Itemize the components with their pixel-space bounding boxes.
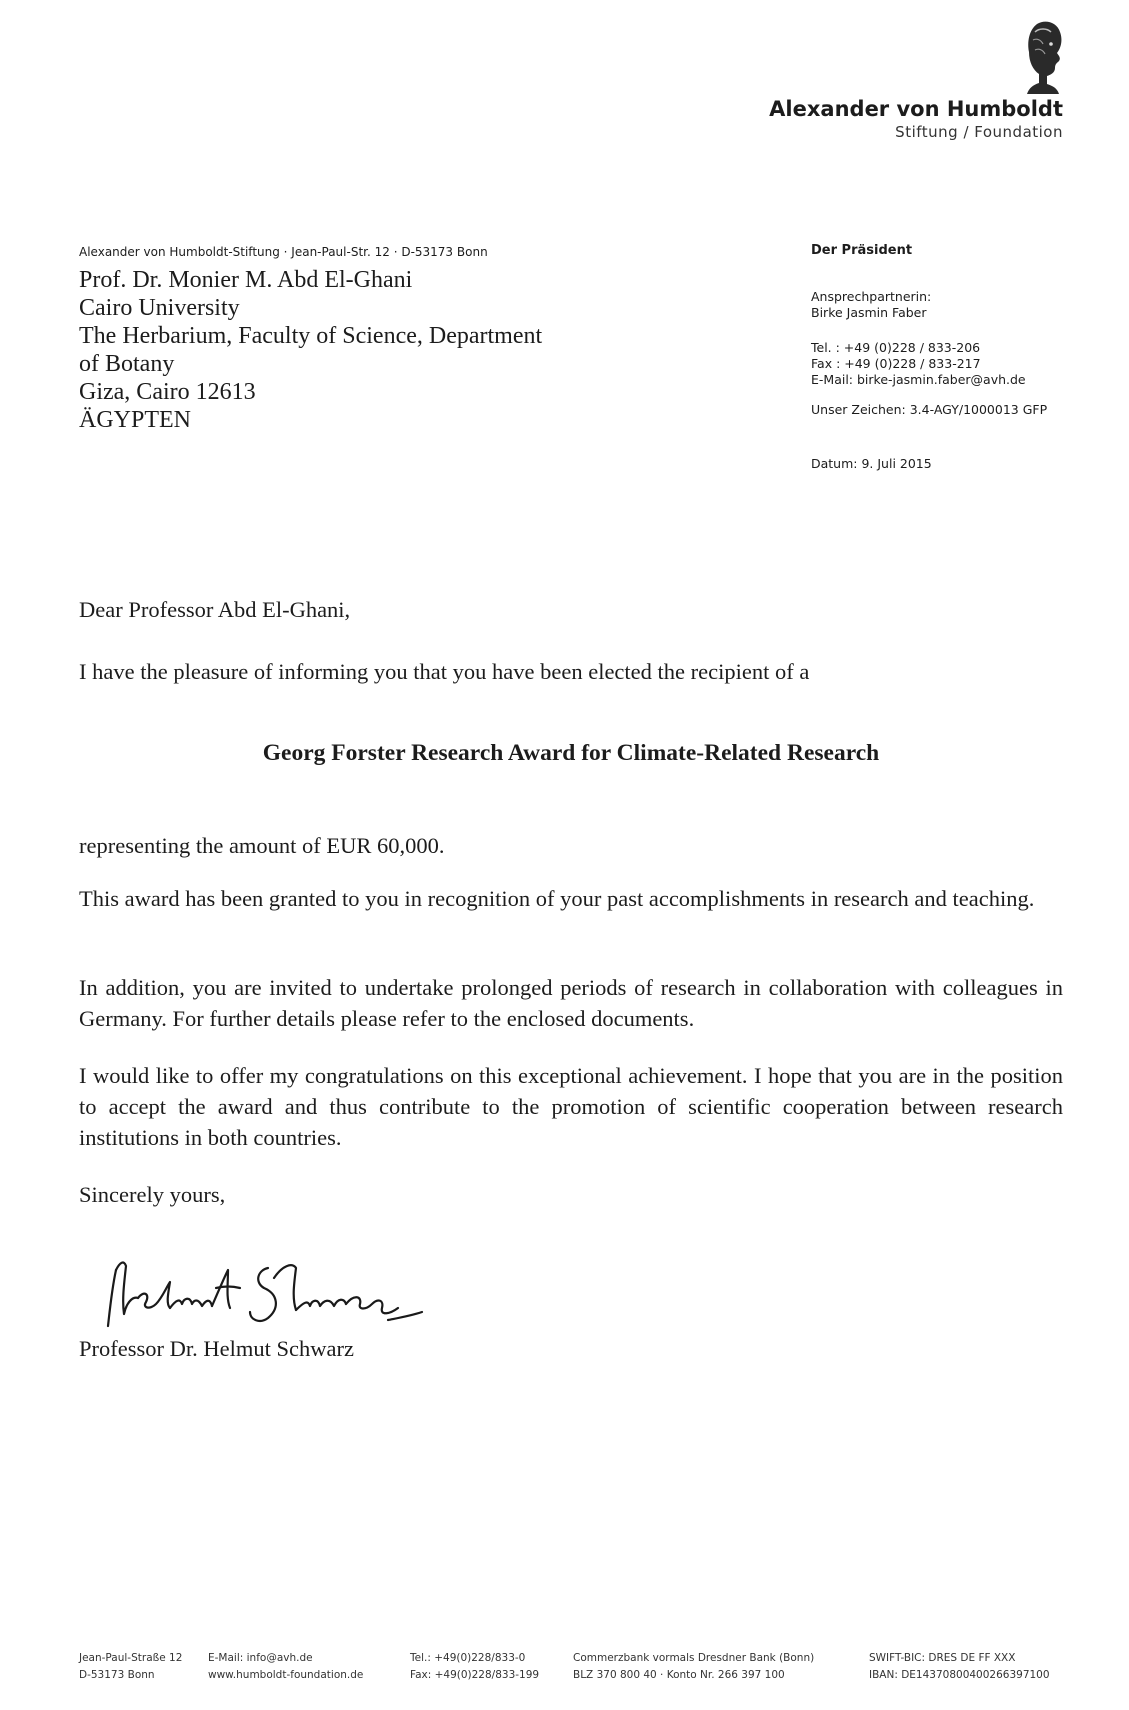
footer-text: IBAN: DE14370800400266397100 [869, 1669, 1050, 1681]
footer-text: Jean-Paul-Straße 12 [79, 1652, 183, 1664]
body-paragraph-4: In addition, you are invited to undertake prolonged periods of research in collaboration with colleagues in Germany. For further details please refer to the enclosed documents. [79, 975, 1063, 1031]
sender-address-line: Alexander von Humboldt-Stiftung · Jean-Paul-Str. 12 · D-53173 Bonn [79, 245, 488, 259]
footer-web [208, 1650, 363, 1684]
contact-tel: Tel. : +49 (0)228 / 833-206 [811, 340, 981, 355]
body-paragraph-5: I would like to offer my congratulations on this exceptional achievement. I hope that you are in the position to accept the award and thus contribute to the promotion of scientific cooperation between research institutions in both countries. [79, 1063, 1063, 1150]
recipient-line: of Botany [79, 351, 175, 377]
closing: Sincerely yours, [79, 1182, 226, 1207]
sender-title: Der Präsident [811, 243, 913, 258]
footer-iban [869, 1650, 1050, 1684]
recipient-address [79, 266, 542, 434]
footer-bank [573, 1650, 814, 1684]
recipient-line: The Herbarium, Faculty of Science, Department [79, 323, 543, 349]
letter-footer [0, 1650, 1129, 1710]
body-paragraph-1: I have the pleasure of informing you that you have been elected the recipient of a [79, 659, 810, 684]
reference-number: Unser Zeichen: 3.4-AGY/1000013 GFP [811, 402, 1048, 417]
contact-name: Birke Jasmin Faber [811, 305, 927, 320]
salutation: Dear Professor Abd El-Ghani, [79, 597, 351, 622]
footer-phone [410, 1650, 539, 1684]
footer-text: E-Mail: info@avh.de [208, 1652, 313, 1664]
footer-text: Commerzbank vormals Dresdner Bank (Bonn) [573, 1652, 815, 1664]
footer-text: SWIFT-BIC: DRES DE FF XXX [869, 1652, 1016, 1664]
handwritten-signature [98, 1248, 448, 1332]
body-paragraph-2: representing the amount of EUR 60,000. [79, 833, 445, 858]
body-paragraph-3: This award has been granted to you in recognition of your past accomplishments in research and teaching. [79, 886, 1035, 911]
letter-date: Datum: 9. Juli 2015 [811, 456, 932, 471]
contact-label: Ansprechpartnerin: [811, 289, 932, 304]
recipient-line: Cairo University [79, 295, 240, 321]
logo-wordmark: Alexander von Humboldt [769, 97, 1063, 121]
contact-fax: Fax : +49 (0)228 / 833-217 [811, 356, 981, 371]
footer-text: www.humboldt-foundation.de [208, 1669, 364, 1681]
contact-email: E-Mail: birke-jasmin.faber@avh.de [811, 372, 1026, 387]
footer-text: Fax: +49(0)228/833-199 [410, 1669, 540, 1681]
signer-name: Professor Dr. Helmut Schwarz [79, 1336, 354, 1361]
footer-address [79, 1650, 182, 1684]
humboldt-bust-icon [1017, 18, 1065, 94]
recipient-line: Giza, Cairo 12613 [79, 379, 256, 405]
sender-info-block [811, 243, 1047, 472]
logo-subtitle: Stiftung / Foundation [895, 123, 1063, 141]
footer-text: BLZ 370 800 40 · Konto Nr. 266 397 100 [573, 1669, 785, 1681]
award-title: Georg Forster Research Award for Climate-Related Research [262, 740, 880, 766]
recipient-line: Prof. Dr. Monier M. Abd El-Ghani [79, 267, 413, 293]
footer-text: D-53173 Bonn [79, 1669, 155, 1681]
footer-text: Tel.: +49(0)228/833-0 [410, 1652, 526, 1664]
recipient-line: ÄGYPTEN [79, 407, 191, 433]
